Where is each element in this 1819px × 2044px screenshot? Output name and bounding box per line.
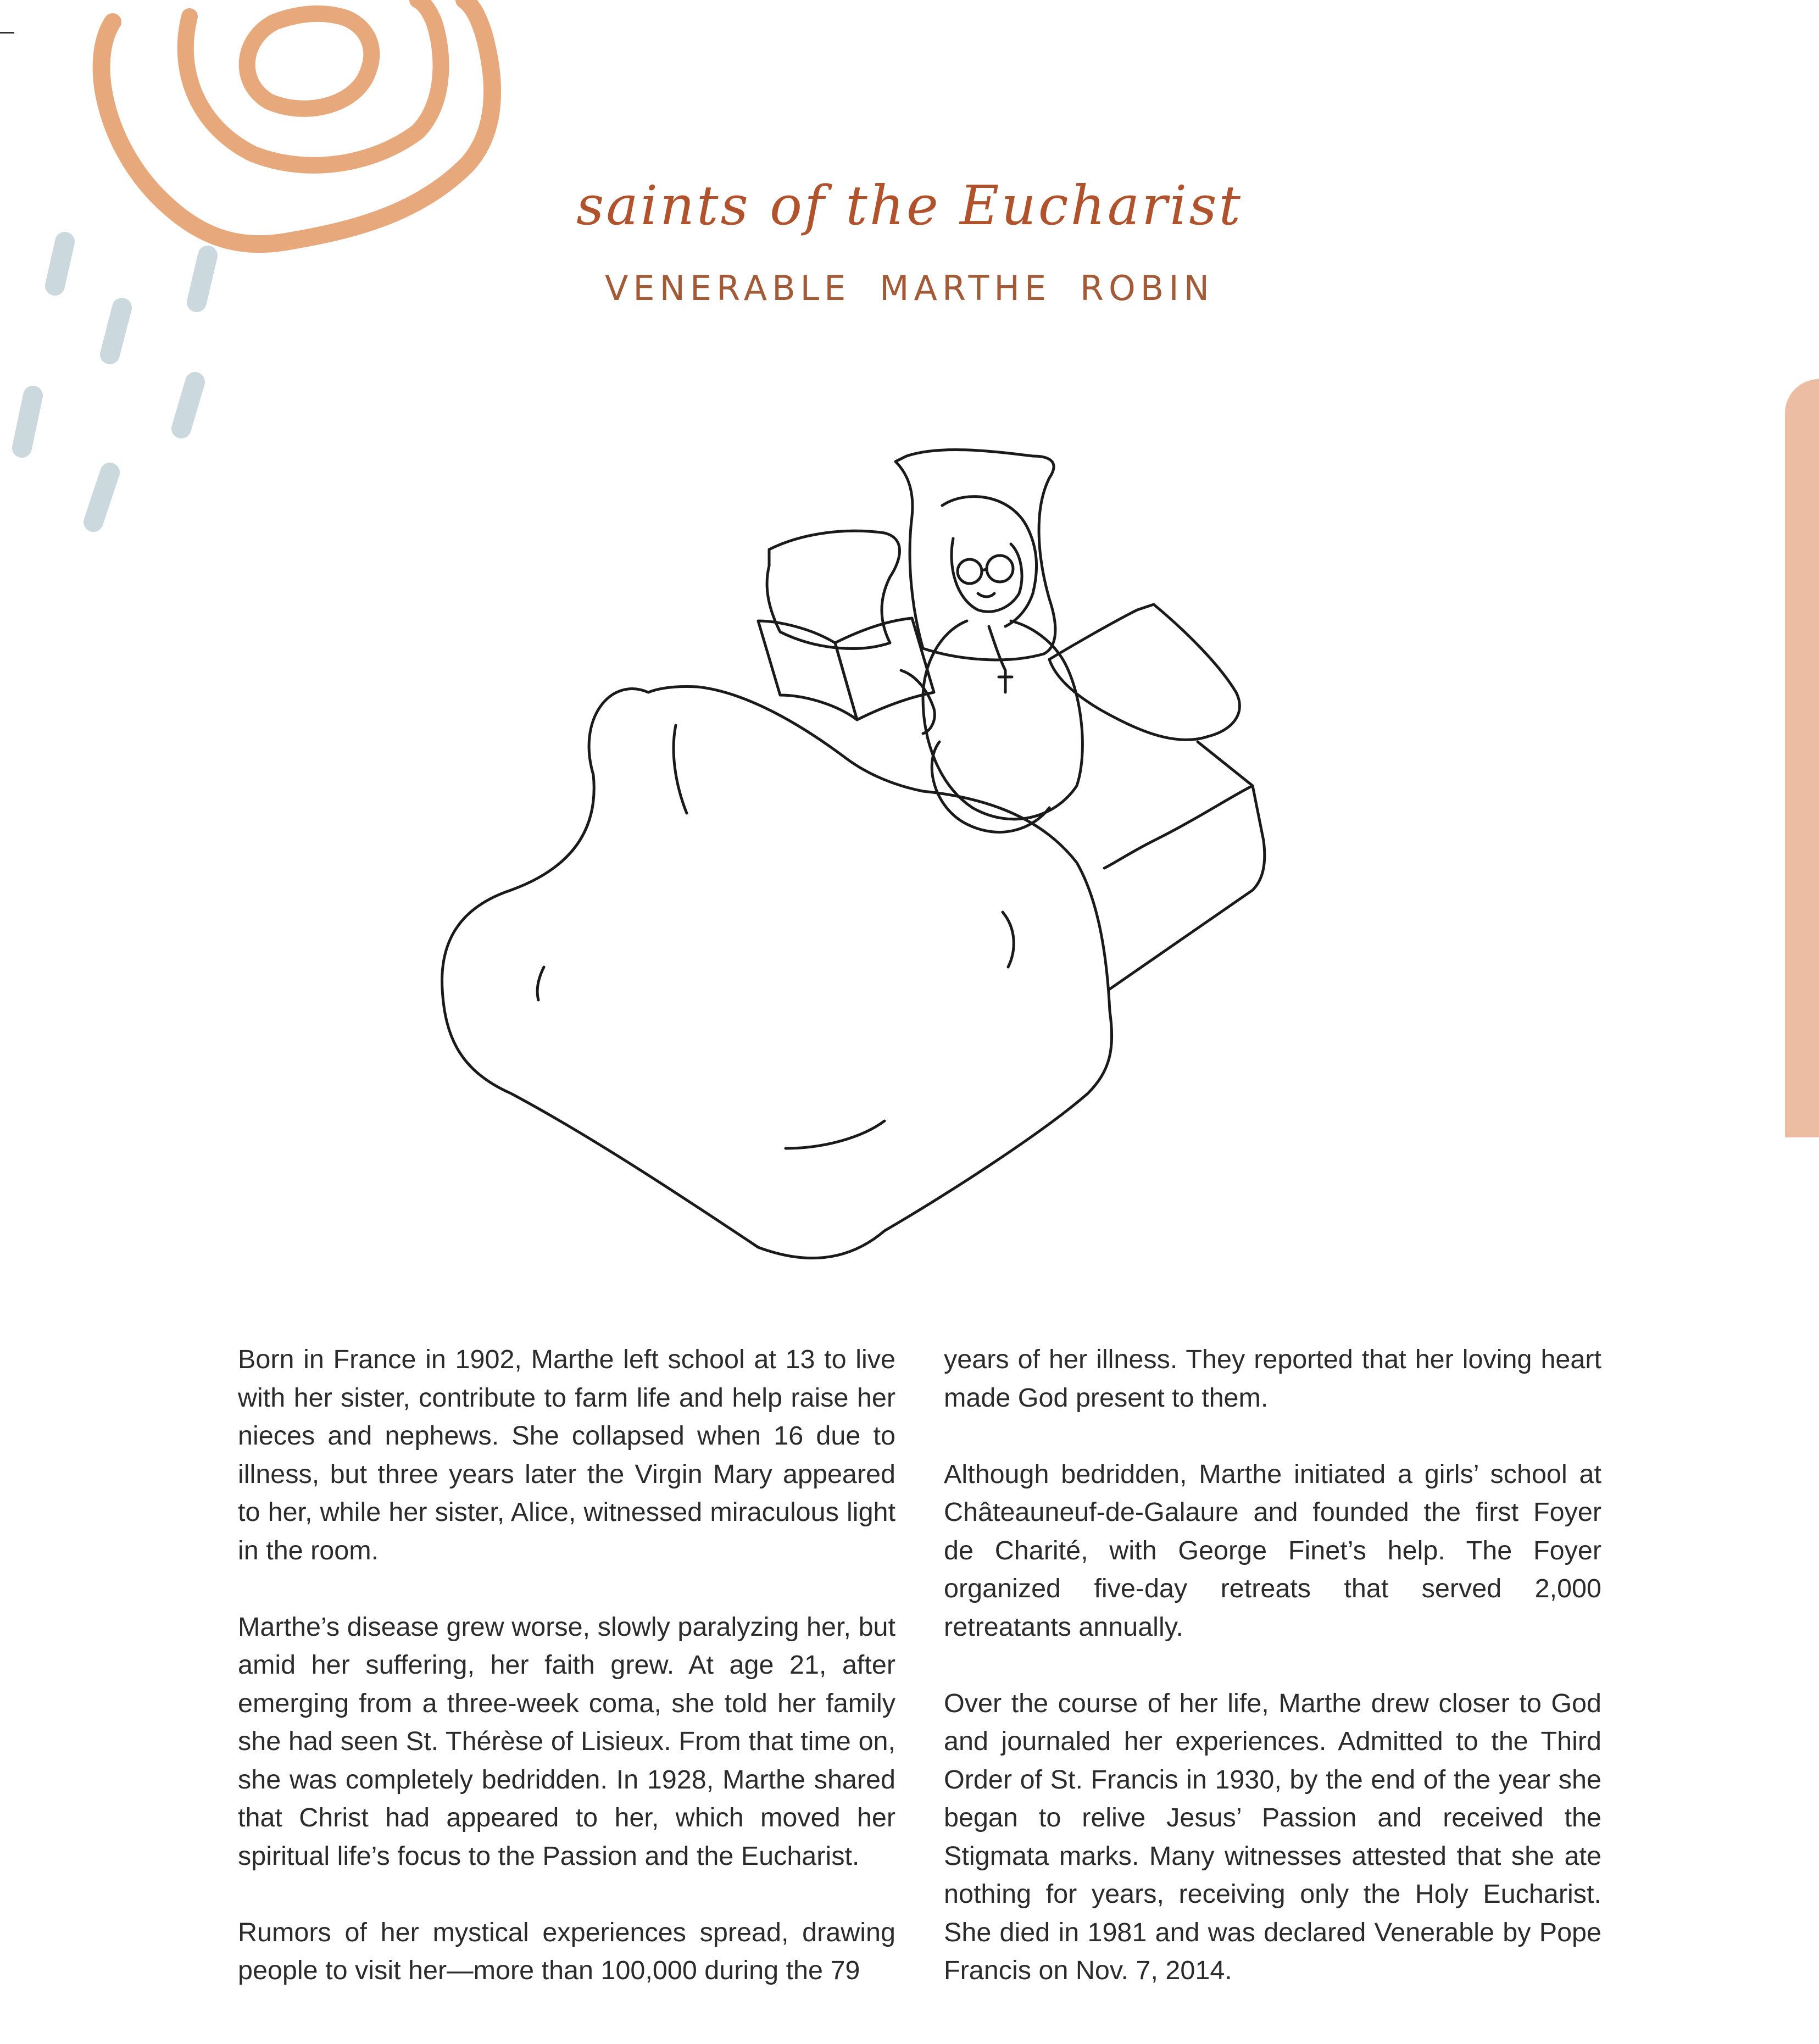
rain-dash [93,473,110,522]
mattress [1110,742,1265,989]
paragraph: Over the course of her life, Marthe drew closer to God and journaled her experiences. Admitted to the Third Order of St. Francis in 1930, by the end of the year she began to relive Jesus’ Passion and received the Stigmata marks. Many witnesses attested that she ate nothing for years, receiving only the Holy Eucharist. She died in 1981 and was declared Venerable by Pope Francis on Nov. 7, 2014. [944,1688,1601,1985]
rain-dash [110,308,122,354]
paragraph: Rumors of her mystical experiences spread, drawing people to visit her—more than 100,000 during the 79 [238,1917,895,1985]
paragraph: Marthe’s disease grew worse, slowly paralyzing her, but amid her suffering, her faith grew. At age 21, after emerging from a three-week coma, she told her family she had seen St. Thérèse of Lisieux. From that time on, she was completely bedridden. In 1928, Marthe shared that Christ had appeared to her, which moved her spiritual life’s focus to the Passion and the Eucharist. [238,1612,895,1871]
sun-swirl-middle [186,0,441,165]
woman-reading-in-bed-illustration [429,434,1406,1275]
pillow-left [767,531,899,648]
section-kicker: saints of the Eucharist [576,175,1243,237]
blanket-fold [1003,912,1014,967]
paragraph: Although bedridden, Marthe initiated a girls’ school at Châteauneuf-de-Galaure and founded the first Foyer de Charité, with George Finet’s help. The Foyer organized five-day retreats that served 2,000 retreatants annually. [944,1459,1601,1642]
article-column-right [944,1341,1601,2028]
glasses-left [958,559,982,584]
page-title: VENERABLE MARTHE ROBIN [604,268,1214,308]
paragraph: years of her illness. They reported that her loving heart made God present to them. [944,1345,1601,1413]
pillow-right [1049,604,1239,740]
blanket-fold [786,1121,885,1148]
torso [923,621,1082,819]
glasses-right [987,556,1013,582]
necklace [989,626,1005,670]
side-tab [1785,379,1819,1137]
blanket-fold [674,725,687,813]
paragraph: Born in France in 1902, Marthe left school at 13 to live with her sister, contribute to farm life and help raise her nieces and nephews. She collapsed when 16 due to illness, but three years later the Virgin Mary appeared to her, while her sister, Alice, witnessed miraculous light in the room. [238,1345,895,1565]
article-column-left [238,1341,895,2028]
sun-swirl-inner [247,14,372,109]
rain-dash [181,382,195,429]
glasses-bridge [982,569,987,570]
blanket-fold [537,967,544,1000]
mattress-edge [1104,786,1253,868]
smile [978,593,994,597]
rain-dash [22,396,33,448]
